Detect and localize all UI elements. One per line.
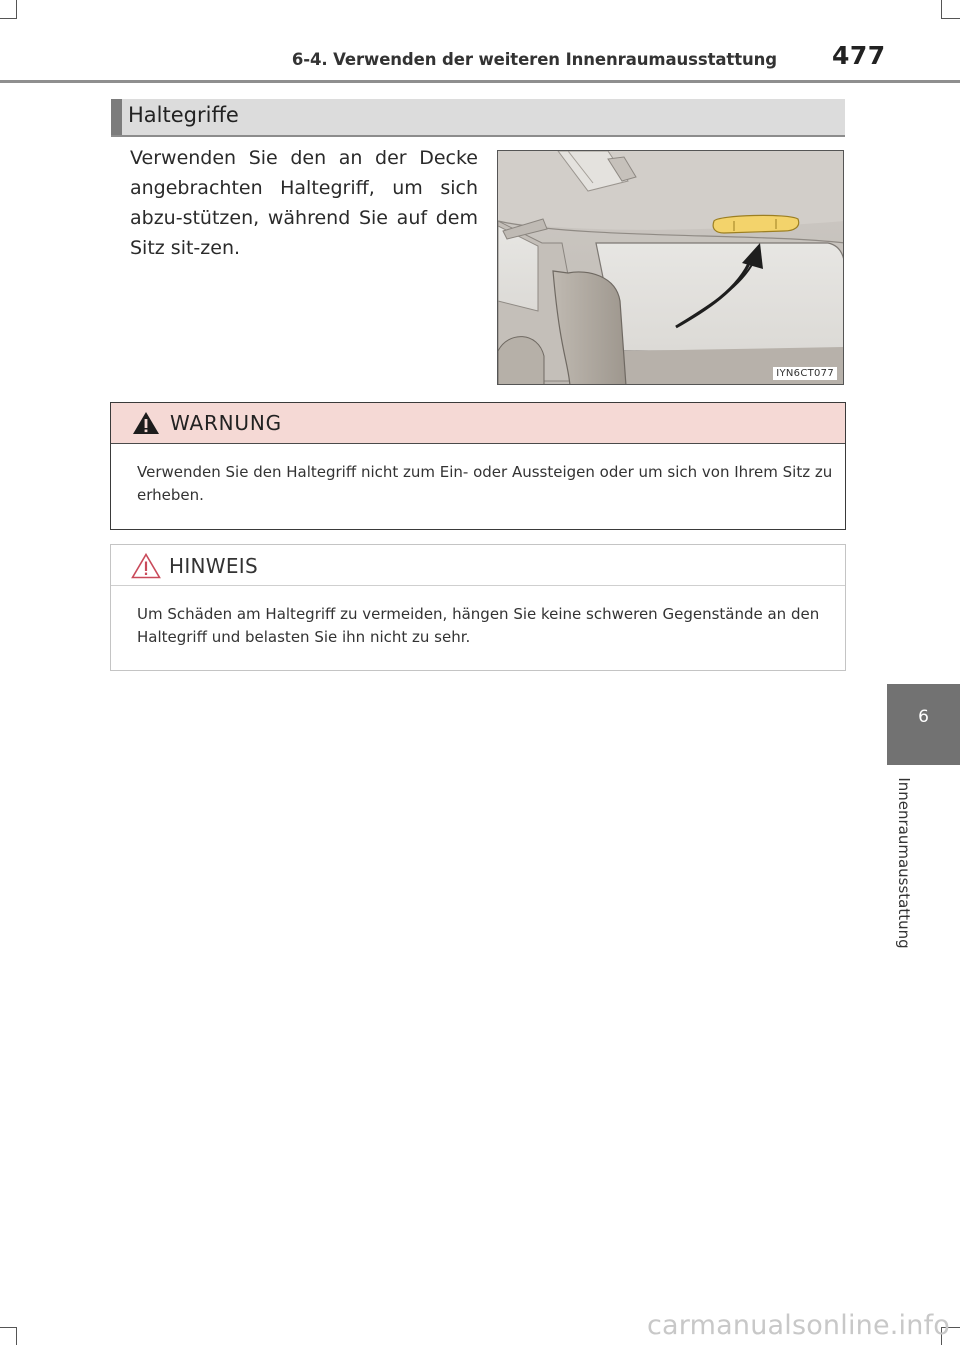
notice-header xyxy=(111,545,845,586)
section-title: Haltegriffe xyxy=(128,103,239,127)
warning-text: Verwenden Sie den Haltegriff nicht zum Ein- oder Aussteigen oder um sich von Ihrem Sitz zu erheben. xyxy=(137,463,833,504)
warning-label: WARNUNG xyxy=(170,411,282,435)
section-heading-accent xyxy=(111,99,122,135)
crop-mark xyxy=(16,1327,17,1345)
warning-box xyxy=(110,402,846,530)
chapter-number: 6 xyxy=(918,707,929,727)
header-rule xyxy=(0,80,960,83)
assist-grip-illustration xyxy=(497,150,844,385)
notice-label: HINWEIS xyxy=(169,554,259,578)
chapter-side-label xyxy=(893,775,915,951)
chapter-label-text: Innenraumausstattung xyxy=(895,777,913,949)
section-body-text: Verwenden Sie den an der Decke angebrachten Haltegriff, um sich abzu-stützen, während Sie auf dem Sitz sit-zen. xyxy=(130,147,478,259)
watermark: carmanualsonline.info xyxy=(647,1310,950,1341)
chapter-section-title: 6-4. Verwenden der weiteren Innenraumausstattung xyxy=(291,50,777,69)
notice-text: Um Schäden am Haltegriff zu vermeiden, hängen Sie keine schweren Gegenstände an den Haltegriff und belasten Sie ihn nicht zu sehr. xyxy=(137,605,820,646)
crop-mark xyxy=(941,18,960,19)
caution-triangle-icon xyxy=(131,553,161,583)
chapter-tab xyxy=(887,684,960,765)
warning-header xyxy=(111,403,845,444)
notice-box xyxy=(110,544,846,671)
crop-mark xyxy=(0,18,17,19)
car-interior-drawing xyxy=(498,151,844,385)
crop-mark xyxy=(0,1327,17,1328)
warning-triangle-icon xyxy=(132,411,160,439)
figure-code: IYN6CT077 xyxy=(773,367,837,380)
page-number: 477 xyxy=(832,41,886,70)
crop-mark xyxy=(941,0,942,18)
section-heading-bar xyxy=(111,99,845,137)
crop-mark xyxy=(16,0,17,18)
